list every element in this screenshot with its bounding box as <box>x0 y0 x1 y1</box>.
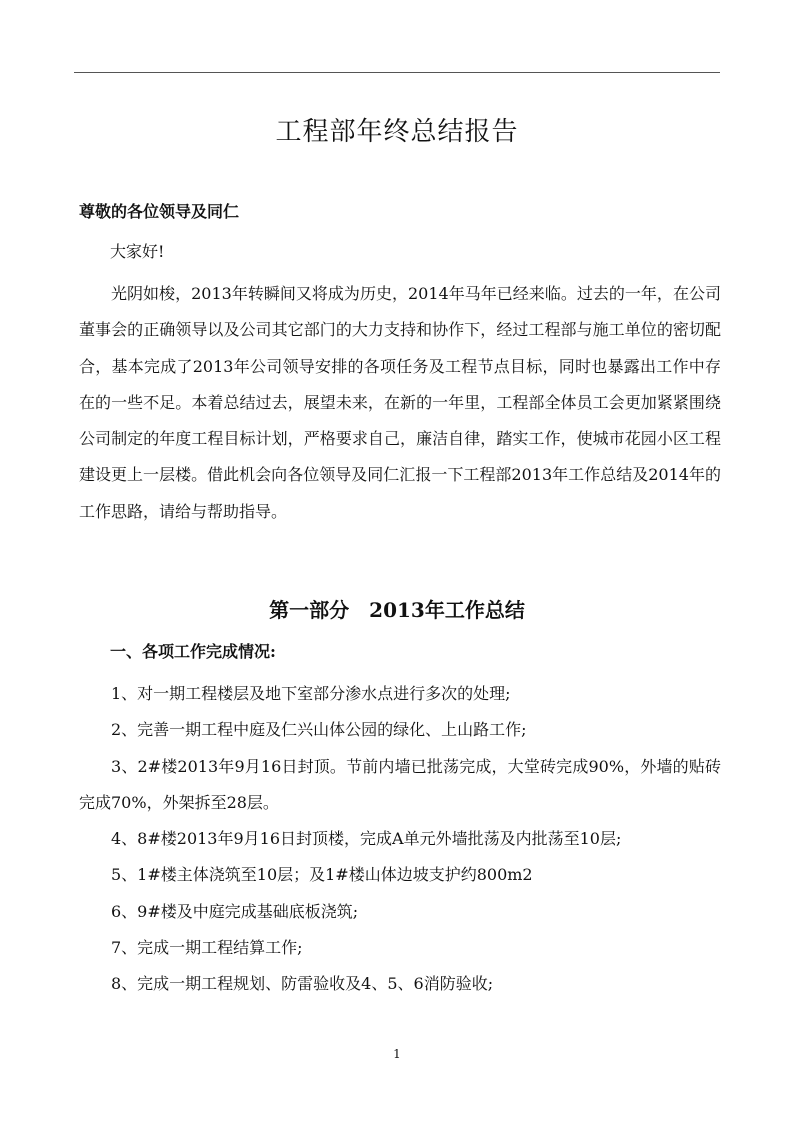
greeting: 大家好! <box>110 242 165 261</box>
list-item: 7、完成一期工程结算工作; <box>111 938 303 958</box>
intro-paragraph: 光阴如梭，2013年转瞬间又将成为历史，2014年马年已经来临。过去的一年，在公司董事会的正确领导以及公司其它部门的大力支持和协作下，经过工程部与施工单位的密切配合，基本完成了2013年公司领导安排的各项任务及工程节点目标，同时也暴露出工作中存在的一些不足。本着总结过去，展望未来，在新的一年里，工程部全体员工会更加紧紧围绕公司制定的年度工程目标计划，严格要求自己，廉洁自律，踏实工作，使城市花园小区工程建设更上一层楼。借此机会向各位领导及同仁汇报一下工程部2013年工作总结及2014年的工作思路，请给与帮助指导。 <box>79 284 721 521</box>
list-item: 5、1#楼主体浇筑至10层；及1#楼山体边坡支护约800m2 <box>111 865 533 885</box>
salutation: 尊敬的各位领导及同仁 <box>79 202 240 221</box>
section-heading: 一、各项工作完成情况: <box>110 642 276 661</box>
list-item: 8、完成一期工程规划、防雷验收及4、5、6消防验收; <box>111 974 494 994</box>
header-rule <box>74 72 720 73</box>
document-title: 工程部年终总结报告 <box>275 117 519 147</box>
part-title: 第一部分 2013年工作总结 <box>269 598 525 622</box>
list-item: 2、完善一期工程中庭及仁兴山体公园的绿化、上山路工作; <box>111 720 527 740</box>
work-items-list <box>79 676 721 1003</box>
page-number: 1 <box>393 1047 401 1061</box>
list-item: 3、2#楼2013年9月16日封顶。节前内墙已批荡完成，大堂砖完成90%，外墙的贴砖完成70%，外架拆至28层。 <box>79 756 721 812</box>
list-item: 4、8#楼2013年9月16日封顶楼，完成A单元外墙批荡及内批荡至10层; <box>111 829 622 849</box>
list-item: 1、对一期工程楼层及地下室部分渗水点进行多次的处理; <box>111 684 511 703</box>
list-item: 6、9#楼及中庭完成基础底板浇筑; <box>111 901 359 921</box>
